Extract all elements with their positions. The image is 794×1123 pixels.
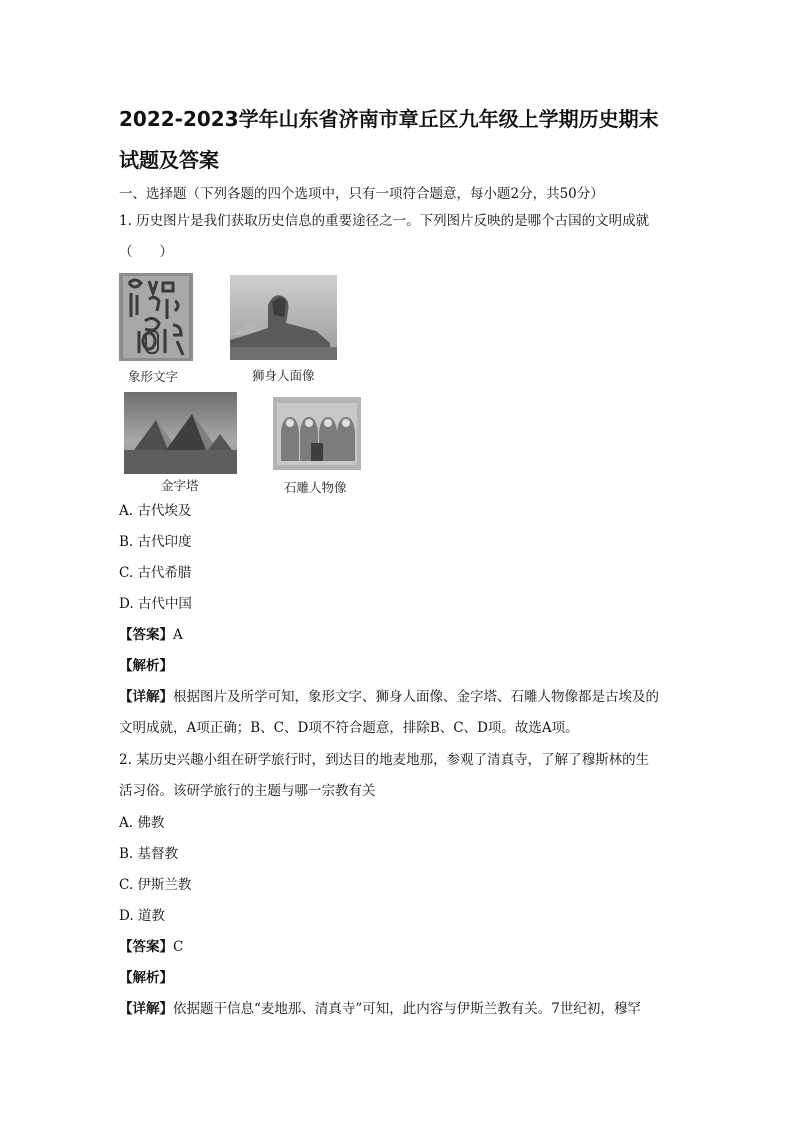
page-title-cont: 试题及答案	[119, 148, 219, 172]
q1-answer	[119, 627, 183, 643]
caption-statues: 石雕人物像	[284, 480, 347, 495]
q2-answer	[119, 939, 183, 955]
answer-tag: 【答案】	[119, 627, 173, 643]
section-heading: 一、选择题（下列各题的四个选项中，只有一项符合题意，每小题2分，共50分）	[119, 186, 604, 202]
caption-pyramids: 金字塔	[161, 478, 199, 493]
question-1-stem-bracket: （ ）	[119, 244, 173, 260]
q1-option-d: D. 古代中国	[119, 596, 192, 612]
q2-analysis-tag	[119, 970, 173, 986]
answer-value: A	[173, 627, 183, 643]
caption-sphinx: 狮身人面像	[252, 368, 315, 383]
detail-text: 依据题干信息“麦地那、清真寺”可知，此内容与伊斯兰教有关。7世纪初，穆罕	[173, 1001, 641, 1017]
q1-option-a: A. 古代埃及	[119, 503, 192, 519]
q2-option-a: A. 佛教	[119, 815, 165, 831]
sphinx-image	[230, 275, 337, 383]
statues-image	[273, 397, 361, 495]
page-title: 2022-2023学年山东省济南市章丘区九年级上学期历史期末	[119, 107, 659, 131]
q2-option-c: C. 伊斯兰教	[119, 877, 192, 893]
hieroglyph-image	[119, 273, 193, 384]
question-1-stem: 1. 历史图片是我们获取历史信息的重要途径之一。下列图片反映的是哪个古国的文明成就	[119, 213, 650, 229]
analysis-tag: 【解析】	[119, 658, 173, 674]
analysis-tag: 【解析】	[119, 970, 173, 986]
caption-hieroglyph: 象形文字	[128, 369, 179, 384]
detail-text: 根据图片及所学可知，象形文字、狮身人面像、金字塔、石雕人物像都是古埃及的	[173, 689, 659, 705]
q2-option-b: B. 基督教	[119, 846, 179, 862]
q1-option-b: B. 古代印度	[119, 534, 192, 550]
question-2-stem: 2. 某历史兴趣小组在研学旅行时，到达目的地麦地那，参观了清真寺，了解了穆斯林的生	[119, 752, 650, 768]
detail-tag: 【详解】	[119, 1001, 173, 1017]
q1-detail	[119, 689, 659, 705]
detail-tag: 【详解】	[119, 689, 173, 705]
pyramids-image	[124, 392, 237, 493]
q2-detail	[119, 1001, 641, 1017]
q1-analysis-tag	[119, 658, 173, 674]
answer-tag: 【答案】	[119, 939, 173, 955]
q1-detail-cont: 文明成就，A项正确；B、C、D项不符合题意，排除B、C、D项。故选A项。	[119, 720, 579, 736]
q1-option-c: C. 古代希腊	[119, 565, 192, 581]
question-2-stem-cont: 活习俗。该研学旅行的主题与哪一宗教有关	[119, 783, 376, 799]
q2-option-d: D. 道教	[119, 908, 165, 924]
answer-value: C	[173, 939, 184, 955]
